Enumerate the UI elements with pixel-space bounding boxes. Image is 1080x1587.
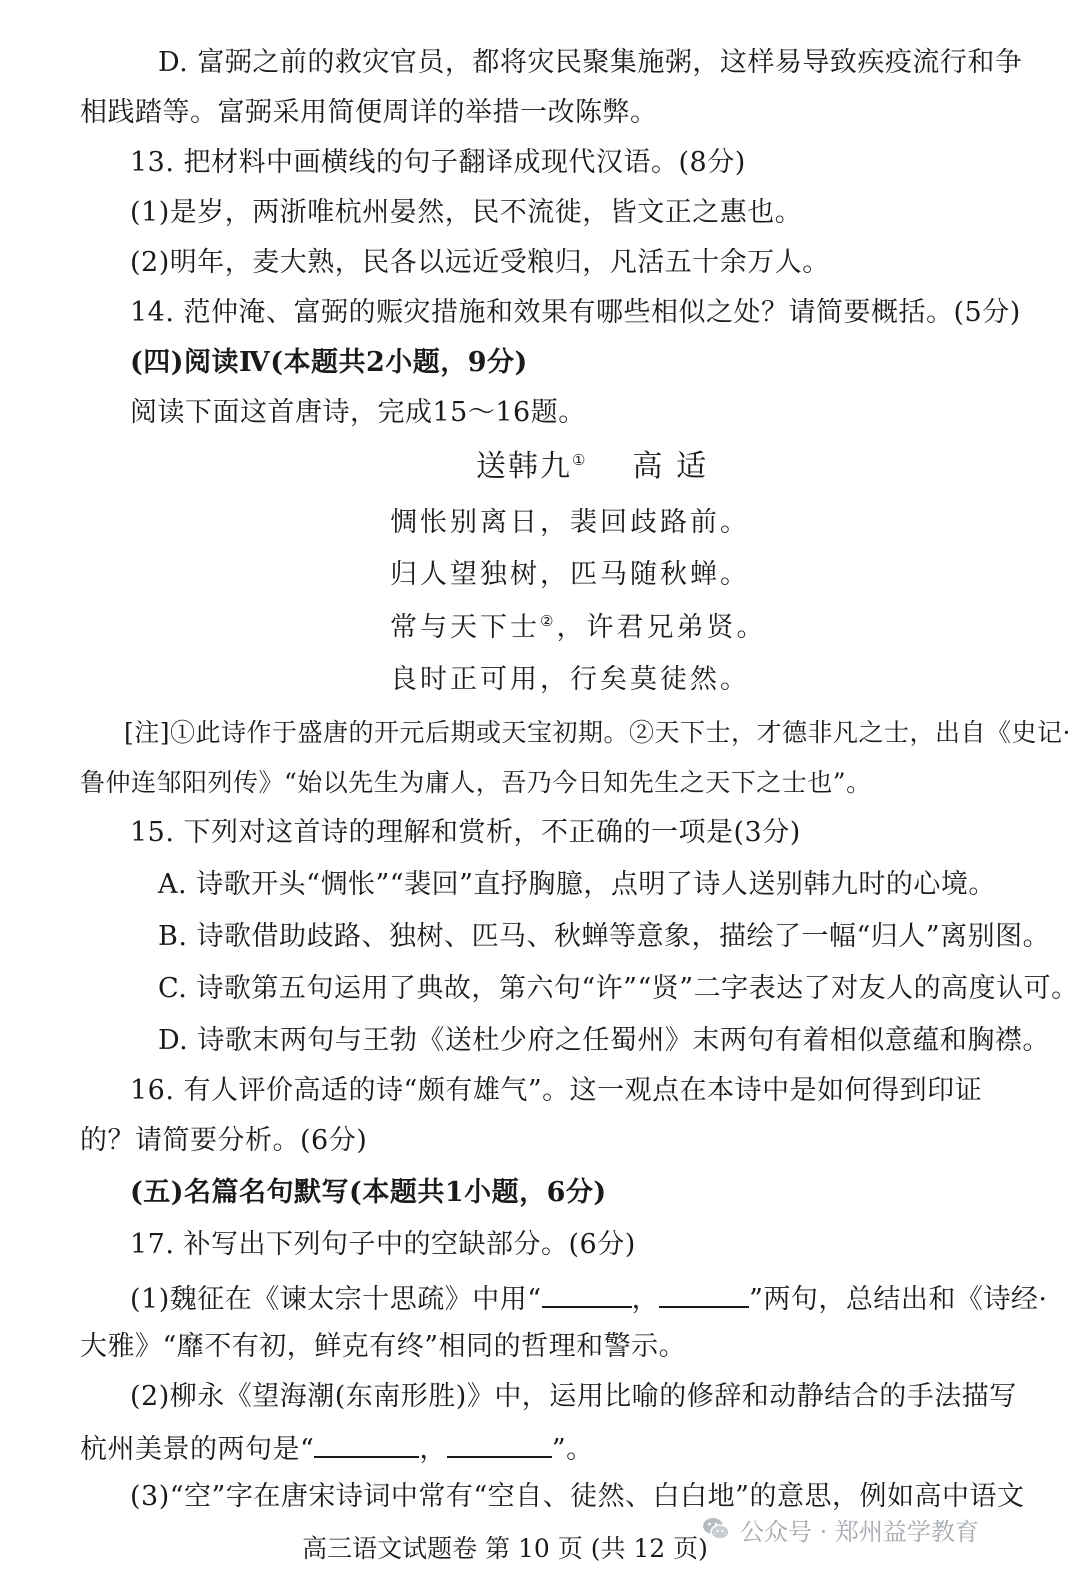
question-17-item-1-line2: 大雅》“靡不有初，鲜克有终”相同的哲理和警示。 xyxy=(80,1331,687,1362)
question-16-line2: 的？请简要分析。(6分) xyxy=(80,1125,368,1156)
poem-author: 高 适 xyxy=(632,449,709,484)
watermark-text: 公众号 · 郑州益学教育 xyxy=(740,1517,979,1546)
poem-title-footnote-mark: ① xyxy=(572,451,588,469)
poem-line-4: 良时正可用，行矣莫徒然。 xyxy=(390,664,750,695)
question-17-item-2-comma: ， xyxy=(419,1434,447,1465)
poem-note-line2: 鲁仲连邹阳列传》“始以先生为庸人，吾乃今日知先生之天下之士也”。 xyxy=(80,768,872,797)
poem-line-2: 归人望独树，匹马随秋蝉。 xyxy=(390,559,750,590)
question-17-item-3-line1: (3)“空”字在唐宋诗词中常有“空自、徒然、白白地”的意思，例如高中语文 xyxy=(130,1481,1025,1512)
question-15-option-d: D. 诗歌末两句与王勃《送杜少府之任蜀州》末两句有着相似意蕴和胸襟。 xyxy=(158,1025,1050,1056)
question-17-item-2-line1: (2)柳永《望海潮(东南形胜)》中，运用比喻的修辞和动静结合的手法描写 xyxy=(130,1381,1017,1412)
question-13-item-1: (1)是岁，两浙唯杭州晏然，民不流徙，皆文正之惠也。 xyxy=(130,197,803,228)
question-17-item-1-text-c: ”两句，总结出和《诗经· xyxy=(749,1284,1048,1315)
page-footer xyxy=(0,1532,1080,1566)
question-17-item-2-text-d: ”。 xyxy=(551,1434,594,1465)
page-footer-text: 高三语文试题卷 第 10 页 (共 12 页) xyxy=(302,1534,708,1563)
q12-option-d-line2: 相践踏等。富弼采用简便周详的举措一改陈弊。 xyxy=(80,97,658,128)
poem-line-3-footnote-mark: ② xyxy=(540,612,557,630)
question-17-item-1-comma: ， xyxy=(631,1284,660,1315)
question-15-option-c: C. 诗歌第五句运用了典故，第六句“许”“贤”二字表达了对友人的高度认可。 xyxy=(158,973,1079,1004)
section-4-heading: (四)阅读Ⅳ(本题共2小题，9分) xyxy=(130,347,528,378)
answer-blank-1[interactable] xyxy=(542,1280,632,1308)
question-16-line1: 16. 有人评价高适的诗“颇有雄气”。这一观点在本诗中是如何得到印证 xyxy=(130,1075,983,1106)
poem-note-line1: [注]①此诗作于盛唐的开元后期或天宝初期。②天下士，才德非凡之士，出自《史记· xyxy=(124,718,1071,747)
question-13-item-2: (2)明年，麦大熟，民各以远近受粮归，凡活五十余万人。 xyxy=(130,247,830,278)
q12-option-d-line1: D. 富弼之前的救灾官员，都将灾民聚集施粥，这样易导致疾疫流行和争 xyxy=(158,47,1023,78)
question-13: 13. 把材料中画横线的句子翻译成现代汉语。(8分) xyxy=(130,147,746,178)
answer-blank-4[interactable] xyxy=(447,1430,552,1458)
question-15: 15. 下列对这首诗的理解和赏析，不正确的一项是(3分) xyxy=(130,817,801,848)
answer-blank-3[interactable] xyxy=(314,1430,419,1458)
answer-blank-2[interactable] xyxy=(659,1280,749,1308)
question-15-option-a: A. 诗歌开头“惆怅”“裴回”直抒胸臆，点明了诗人送别韩九时的心境。 xyxy=(158,869,996,900)
question-17-item-1-line1 xyxy=(130,1280,1047,1317)
poem-line-3-part-1: 常与天下士 xyxy=(390,612,540,643)
question-17: 17. 补写出下列句子中的空缺部分。(6分) xyxy=(130,1229,636,1260)
poem-line-1: 惆怅别离日，裴回歧路前。 xyxy=(390,507,750,538)
question-17-item-1-text-a: (1)魏征在《谏太宗十思疏》中用“ xyxy=(130,1284,542,1315)
question-17-item-2-text-b: 杭州美景的两句是“ xyxy=(80,1434,315,1465)
section-5-heading: (五)名篇名句默写(本题共1小题，6分) xyxy=(130,1177,607,1208)
question-15-option-b: B. 诗歌借助歧路、独树、匹马、秋蝉等意象，描绘了一幅“归人”离别图。 xyxy=(158,921,1051,952)
poem-title: 送韩九 xyxy=(476,449,572,484)
poem-line-3-part-2: ，许君兄弟贤。 xyxy=(556,612,767,643)
section-4-instruction: 阅读下面这首唐诗，完成15～16题。 xyxy=(130,397,586,428)
poem-line-3 xyxy=(390,611,766,645)
question-14: 14. 范仲淹、富弼的赈灾措施和效果有哪些相似之处？请简要概括。(5分) xyxy=(130,297,1021,328)
poem-title-line xyxy=(476,450,708,484)
question-17-item-2-line2 xyxy=(80,1430,594,1467)
